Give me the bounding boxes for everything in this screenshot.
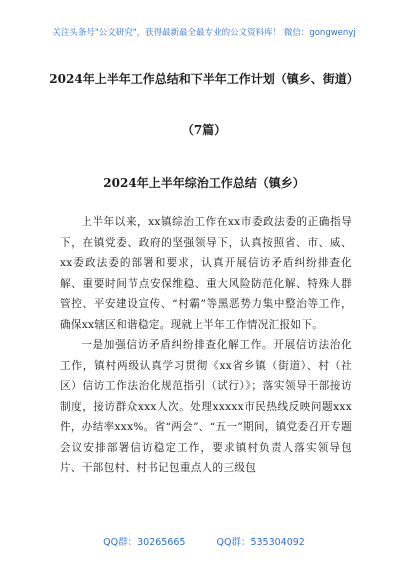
document-title: 2024年上半年工作总结和下半年工作计划（镇乡、街道） [49, 72, 359, 86]
header-banner: 关注头条号"公文研究"，获得最新最全最专业的公文资料库！ 微信：gongwenyj [52, 28, 356, 38]
document-count: （7篇） [181, 123, 227, 137]
section-title: 2024年上半年综治工作总结（镇乡） [103, 176, 305, 190]
paragraph: 上半年以来，xx镇综治工作在xx市委政法委的正确指导下，在镇党委、政府的坚强领导下，认真按照省、市、威、xx委政法委的部署和要求，认真开展信访矛盾纠纷排查化解、重要时间节点安保维稳、重大风险防范化解、特殊人群管控、平安建设宣传、“村霸”等黑恶势力集中整治等工作，确保xx辖区和谐稳定。现就上半年工作情况汇报如下。 [60, 216, 352, 331]
footer [0, 534, 408, 548]
paragraph: 一是加强信访矛盾纠纷排查化解工作。开展信访法治化工作，镇村两级认真学习贯彻《xx省乡镇（街道）、村（社区）信访工作法治化规范指引（试行）》；落实领导干部接访制度，接访群众xxx人次。处理xxxxx市民热线反映问题xxx件，办结率xxx%。省“两会”、“五一”期间，镇党委召开专题会议安排部署信访稳定工作，要求镇村负责人落实领导包片、干部包村、村书记包重点人的三级包 [60, 339, 352, 474]
body-text [60, 212, 352, 479]
footer-qq-group-1: QQ群：30265665 [103, 537, 186, 548]
footer-qq-group-2: QQ群：535304092 [216, 537, 305, 548]
